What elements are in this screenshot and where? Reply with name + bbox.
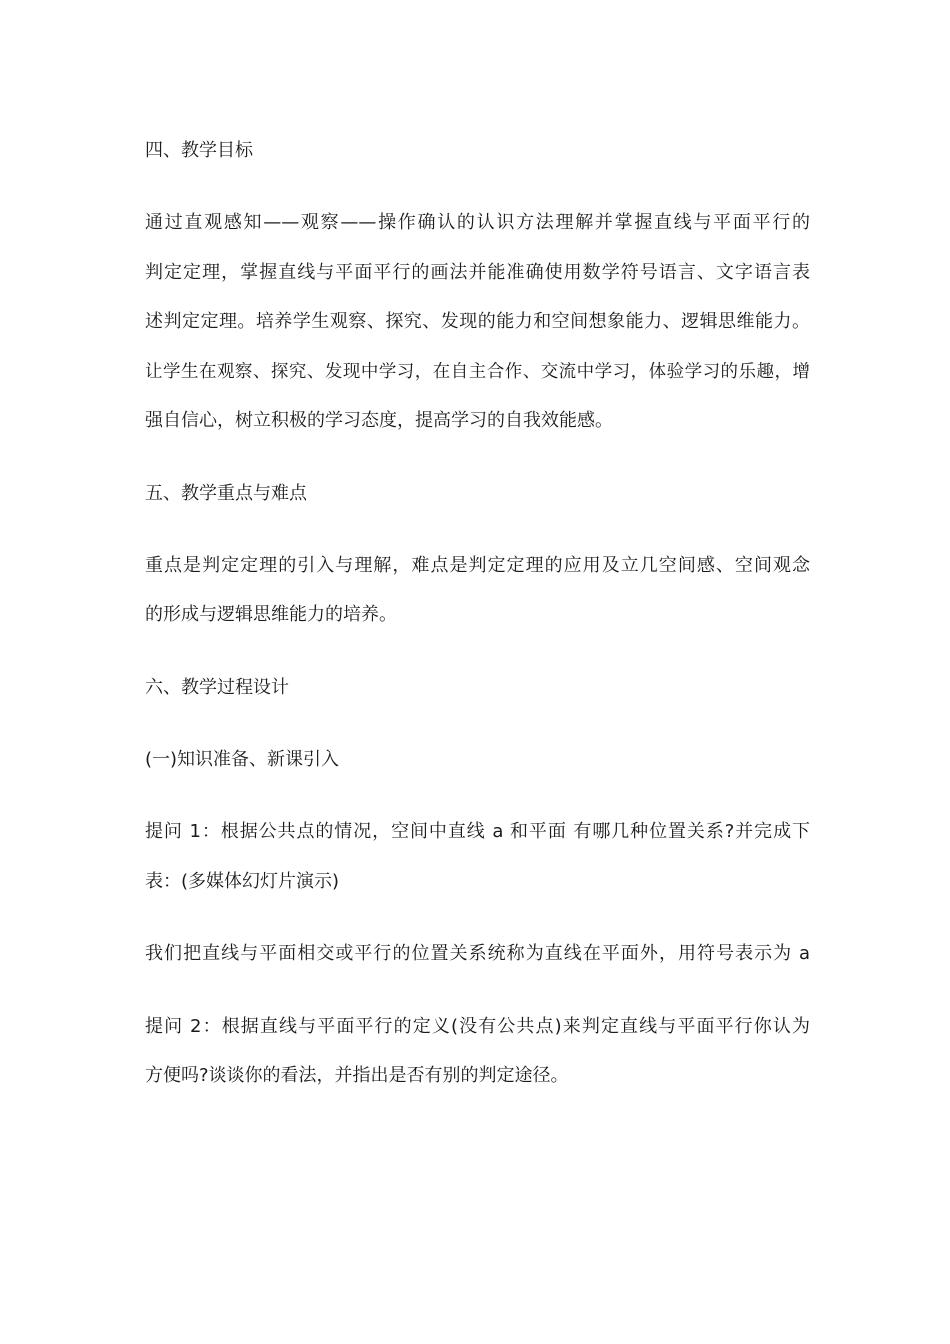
section-heading-process-design: 六、教学过程设计 [145,677,289,698]
subsection-heading: (一)知识准备、新课引入 [145,749,340,770]
question-line: 方便吗?谈谈你的看法，并指出是否有别的判定途径。 [145,1065,569,1086]
section-heading-teaching-goals: 四、教学目标 [145,140,253,161]
section-heading-key-points: 五、教学重点与难点 [145,483,307,504]
paragraph-line: 重点是判定定理的引入与理解，难点是判定定理的应用及立几空间感、空间观念 [145,555,810,576]
question-line: 表：(多媒体幻灯片演示) [145,871,340,892]
paragraph-line: 强自信心，树立积极的学习态度，提高学习的自我效能感。 [145,410,613,431]
question-line: 提问 1：根据公共点的情况，空间中直线 a 和平面 有哪几种位置关系?并完成下 [145,821,810,842]
paragraph-line: 的形成与逻辑思维能力的培养。 [145,604,397,625]
question-line: 提问 2：根据直线与平面平行的定义(没有公共点)来判定直线与平面平行你认为 [145,1016,810,1037]
paragraph-line: 述判定定理。培养学生观察、探究、发现的能力和空间想象能力、逻辑思维能力。 [145,311,810,332]
paragraph-line: 让学生在观察、探究、发现中学习，在自主合作、交流中学习，体验学习的乐趣，增 [145,362,810,382]
statement-line: 我们把直线与平面相交或平行的位置关系统称为直线在平面外，用符号表示为 a [145,943,810,964]
paragraph-line: 判定定理，掌握直线与平面平行的画法并能准确使用数学符号语言、文字语言表 [145,262,810,283]
paragraph-line: 通过直观感知——观察——操作确认的认识方法理解并掌握直线与平面平行的 [145,212,810,233]
